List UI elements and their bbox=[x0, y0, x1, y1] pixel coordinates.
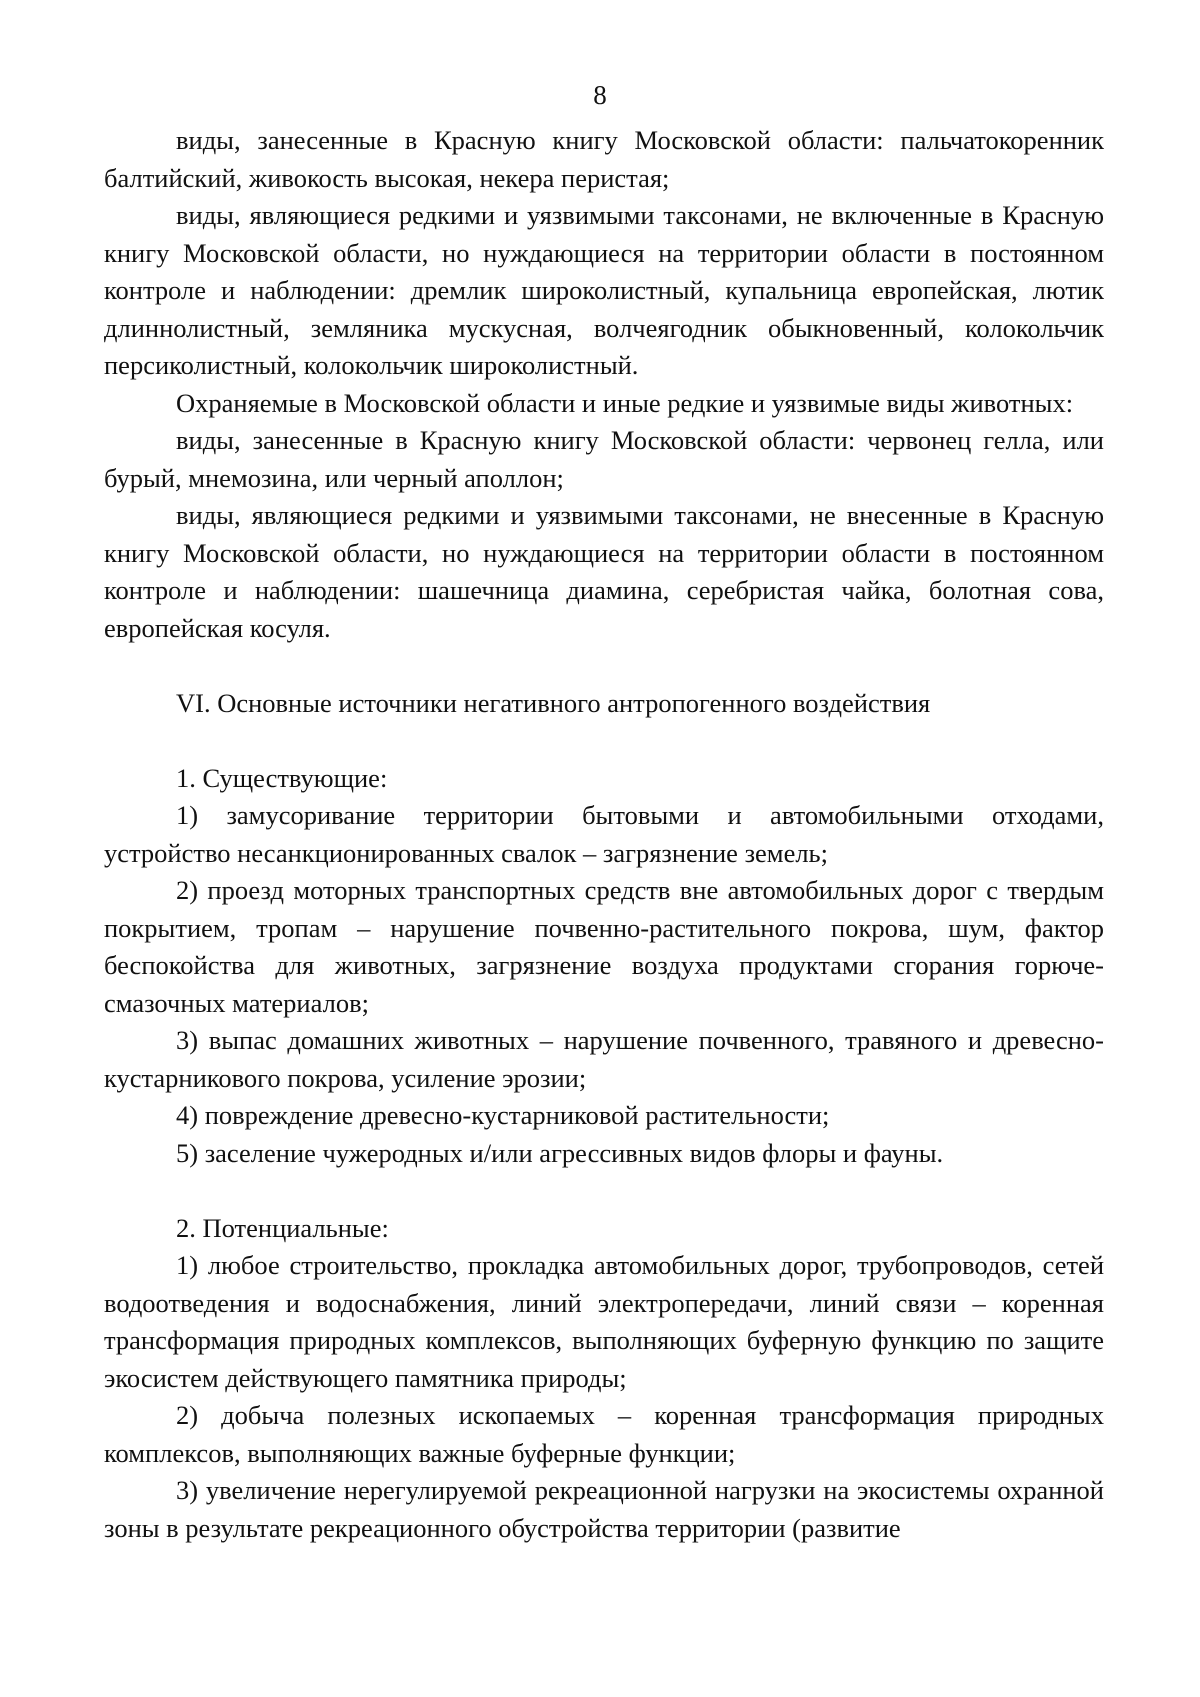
existing-source-item: 5) заселение чужеродных и/или агрессивных видов флоры и фауны. bbox=[176, 1137, 944, 1168]
existing-source-item: 1) замусоривание территории бытовыми и автомобильными отходами, устройство несанкционированных свалок – загрязнение земель; bbox=[104, 800, 1104, 868]
paragraph-plants-rare: виды, являющиеся редкими и уязвимыми таксонами, не включенные в Красную книгу Московской области, но нуждающиеся на территории области в постоянном контроле и наблюдении: дремлик широколистный, купальница европейская, лютик длиннолистный, земляника мускусная, волчеягодник обыкновенный, колокольчик персиколистный, колокольчик широколистный. bbox=[104, 200, 1104, 380]
paragraph-animals-rare: виды, являющиеся редкими и уязвимыми таксонами, не внесенные в Красную книгу Московской области, но нуждающиеся на территории области в постоянном контроле и наблюдении: шашечница диамина, серебристая чайка, болотная сова, европейская косуля. bbox=[104, 500, 1104, 643]
existing-source-item: 2) проезд моторных транспортных средств вне автомобильных дорог с твердым покрытием, тропам – нарушение почвенно-растительного покрова, шум, фактор беспокойства для животных, загрязнение воздуха продуктами сгорания горюче-смазочных материалов; bbox=[104, 875, 1104, 1018]
page-number: 8 bbox=[593, 80, 607, 110]
spacer bbox=[104, 1172, 1104, 1210]
existing-source-item: 3) выпас домашних животных – нарушение почвенного, травяного и древесно-кустарникового покрова, усиление эрозии; bbox=[104, 1025, 1104, 1093]
potential-sources-title: 2. Потенциальные: bbox=[176, 1212, 389, 1243]
paragraph-animals-intro: Охраняемые в Московской области и иные редкие и уязвимые виды животных: bbox=[176, 387, 1074, 418]
document-body bbox=[104, 122, 1104, 1547]
existing-sources-title: 1. Существующие: bbox=[176, 762, 388, 793]
section-heading: VI. Основные источники негативного антропогенного воздействия bbox=[176, 687, 931, 718]
potential-source-item: 1) любое строительство, прокладка автомобильных дорог, трубопроводов, сетей водоотведения и водоснабжения, линий электропередачи, линий связи – коренная трансформация природных комплексов, выполняющих буферную функцию по защите экосистем действующего памятника природы; bbox=[104, 1250, 1104, 1393]
paragraph-plants-red-book: виды, занесенные в Красную книгу Московской области: пальчатокоренник балтийский, живокость высокая, некера перистая; bbox=[104, 125, 1104, 193]
potential-source-item: 3) увеличение нерегулируемой рекреационной нагрузки на экосистемы охранной зоны в результате рекреационного обустройства территории (развитие bbox=[104, 1475, 1104, 1543]
existing-source-item: 4) повреждение древесно-кустарниковой растительности; bbox=[176, 1100, 830, 1130]
paragraph-animals-red-book: виды, занесенные в Красную книгу Московской области: червонец гелла, или бурый, мнемозина, или черный аполлон; bbox=[104, 425, 1104, 493]
potential-source-item: 2) добыча полезных ископаемых – коренная трансформация природных комплексов, выполняющих важные буферные функции; bbox=[104, 1400, 1104, 1468]
